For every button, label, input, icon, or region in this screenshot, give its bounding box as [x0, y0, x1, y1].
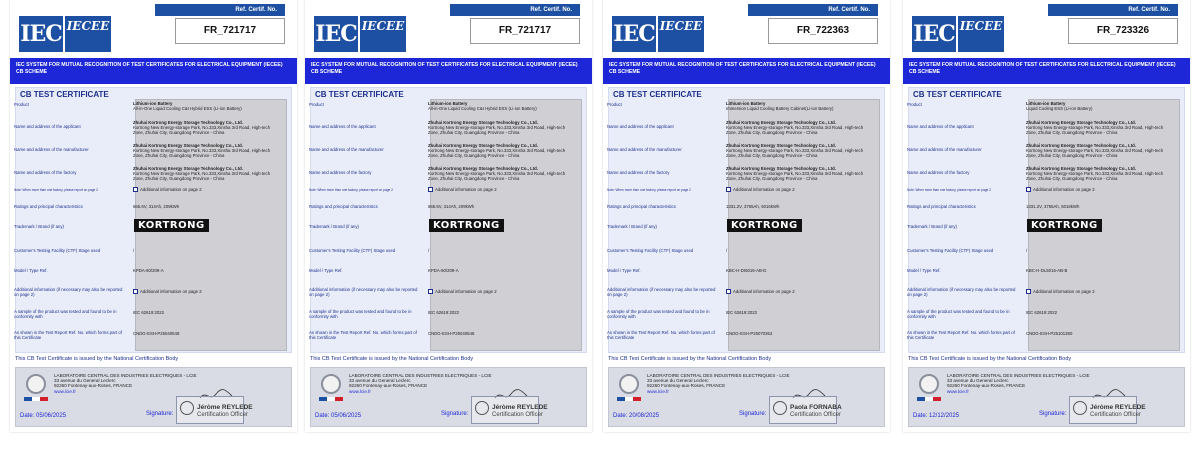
additional-info-checkbox[interactable] [133, 187, 138, 192]
lab-city: 92260 Fontenay-aux-Roses, FRANCE [947, 383, 1026, 389]
signature-label: Signature: [146, 411, 174, 417]
additional-info-checkbox-row [1026, 187, 1174, 192]
manufacturer-label: Name and address of the manufacturer [14, 147, 89, 152]
factory-value [726, 166, 874, 182]
manufacturer-label: Name and address of the manufacturer [607, 147, 682, 152]
factory-label: Name and address of the factory [907, 170, 970, 175]
signature-label: Signature: [441, 411, 469, 417]
lab-name: LABORATOIRE CENTRAL DES INDUSTRIES ELECTRIQUES - LCIE [54, 373, 197, 378]
manufacturer-value [428, 143, 576, 159]
factory-address: Kortrong New Energy-storage Park, No.333,Xinsha 3rd Road, High-tech Zone, Zhuhai City, Guangdong Province - China [428, 171, 566, 182]
stamp-seal-icon [475, 401, 489, 415]
ctf-value: / [133, 248, 135, 253]
applicant-name: Zhuhai Kortrong Energy Storage Technology Co., Ltd. [1026, 120, 1136, 125]
certification-stamp [769, 396, 842, 424]
sample-label: A sample of the product was tested and found to be in conformity with [607, 309, 710, 320]
standard-value: IEC 62619:2022 [726, 310, 758, 315]
ctf-value: / [428, 248, 430, 253]
additional-checkbox-row [428, 289, 576, 294]
lab-street: 33 avenue du General Leclerc [947, 378, 1009, 384]
product-value [133, 101, 281, 111]
additional-info-checkbox[interactable] [428, 187, 433, 192]
french-flag-icon [24, 397, 48, 401]
manufacturer-value [1026, 143, 1174, 159]
iecee-logo-mark: IECEE [658, 16, 704, 52]
ratings-value: 665.6V, 314Ah, 209kWh [133, 204, 180, 209]
ctf-label: Customer's Testing Facility (CTF) Stage used [309, 248, 396, 253]
certification-stamp [471, 396, 548, 424]
factory-address: Kortrong New Energy-storage Park, No.333,Xinsha 3rd Road, High-tech Zone, Zhuhai City, Guangdong Province - China [133, 171, 271, 182]
cb-test-certificate-title: CB TEST CERTIFICATE [913, 90, 1002, 99]
iec-logo [612, 16, 706, 52]
applicant-label: Name and address of the applicant [607, 124, 674, 129]
factory-name: Zhuhai Kortrong Energy Storage Technology Co., Ltd. [428, 166, 538, 171]
factory-note: Note: When more than one factory, please report on page 2 [907, 188, 991, 192]
additional-checkbox-row [726, 289, 874, 294]
issued-by-line: This CB Test Certificate is issued by the National Certification Body [608, 356, 772, 362]
product-label: Product [607, 102, 622, 107]
signature-label: Signature: [739, 411, 767, 417]
additional-label: Additional information (if necessary may also be reported on page 2) [607, 287, 716, 298]
lab-website-link[interactable]: www.lcie.fr [647, 388, 669, 394]
lcie-seal-icon [26, 374, 46, 394]
standard-value: IEC 62619:2022 [133, 310, 165, 315]
stamp-seal-icon [773, 401, 787, 415]
lab-block [608, 367, 885, 427]
manufacturer-address: Kortrong New Energy-storage Park, No.333,Xinsha 3rd Road, High-tech Zone, Zhuhai City, Guangdong Province - China [428, 148, 566, 159]
factory-note: Note: When more than one factory, please report on page 2 [14, 188, 98, 192]
manufacturer-address: Kortrong New Energy-storage Park, No.333,Xinsha 3rd Road, High-tech Zone, Zhuhai City, Guangdong Province - China [133, 148, 271, 159]
stamp-officer-role: Certification Officer [1090, 412, 1141, 418]
product-label: Product [309, 102, 324, 107]
factory-label: Name and address of the factory [607, 170, 670, 175]
ref-certif-number: FR_722363 [768, 18, 878, 44]
certificate-header [10, 0, 297, 54]
lab-block [908, 367, 1185, 427]
factory-address: Kortrong New Energy-storage Park, No.333,Xinsha 3rd Road, High-tech Zone, Zhuhai City, Guangdong Province - China [726, 171, 864, 182]
issue-date: Date: 05/06/2025 [315, 413, 362, 419]
product-name: Lithium-ion Battery [133, 101, 173, 106]
model-value: KBC-H-DL5016-AB-B [1026, 268, 1068, 273]
iecee-scheme-banner: IEC SYSTEM FOR MUTUAL RECOGNITION OF TEST CERTIFICATES FOR ELECTRICAL EQUIPMENT (IECEE) CB SCHEME [603, 58, 890, 84]
standard-value: IEC 62619:2022 [1026, 310, 1058, 315]
report-value: CNDG-ESH-P25070362 [726, 331, 773, 336]
additional-checkbox-text: Additional information on page 2 [733, 289, 795, 294]
additional-label: Additional information (if necessary may also be reported on page 2) [309, 287, 418, 298]
applicant-address: Kortrong New Energy-storage Park, No.333,Xinsha 3rd Road, High-tech Zone, Zhuhai City, Guangdong Province - China [726, 125, 864, 136]
cb-test-certificate-2 [305, 0, 592, 432]
additional-info-checkbox[interactable] [726, 187, 731, 192]
additional-checkbox-row [133, 289, 281, 294]
applicant-name: Zhuhai Kortrong Energy Storage Technology Co., Ltd. [726, 120, 836, 125]
signature-label: Signature: [1039, 411, 1067, 417]
manufacturer-address: Kortrong New Energy-storage Park, No.333,Xinsha 3rd Road, High-tech Zone, Zhuhai City, Guangdong Province - China [1026, 148, 1164, 159]
stamp-seal-icon [180, 401, 194, 415]
ratings-label: Ratings and principal characteristics [607, 204, 676, 209]
applicant-address: Kortrong New Energy-storage Park, No.333,Xinsha 3rd Road, High-tech Zone, Zhuhai City, Guangdong Province - China [428, 125, 566, 136]
model-label: Model / Type Ref. [907, 268, 941, 273]
trademark-label: Trademark / Brand (if any) [309, 224, 359, 229]
standard-value: IEC 62619:2022 [428, 310, 460, 315]
product-name: Lithium-ion Battery [428, 101, 468, 106]
manufacturer-name: Zhuhai Kortrong Energy Storage Technology Co., Ltd. [1026, 143, 1136, 148]
manufacturer-name: Zhuhai Kortrong Energy Storage Technology Co., Ltd. [726, 143, 836, 148]
lab-website-link[interactable]: www.lcie.fr [54, 388, 76, 394]
iec-logo [912, 16, 1006, 52]
ctf-label: Customer's Testing Facility (CTF) Stage used [907, 248, 994, 253]
additional-info-text: Additional information on page 2 [1033, 187, 1095, 192]
lab-block [310, 367, 587, 427]
lab-name: LABORATOIRE CENTRAL DES INDUSTRIES ELECTRIQUES - LCIE [349, 373, 492, 378]
model-label: Model / Type Ref. [14, 268, 48, 273]
model-value: KBC-H-DI5016-AB-D [726, 268, 767, 273]
model-label: Model / Type Ref. [607, 268, 641, 273]
report-label: As shown in the Test Report Ref. No. which forms part of this Certificate [907, 330, 1015, 341]
applicant-address: Kortrong New Energy-storage Park, No.333,Xinsha 3rd Road, High-tech Zone, Zhuhai City, Guangdong Province - China [1026, 125, 1164, 136]
kortrong-logo: KORTRONG [429, 219, 504, 232]
cb-test-certificate-4 [903, 0, 1190, 432]
applicant-value [726, 120, 874, 136]
stamp-officer-role: Certification Officer [790, 412, 841, 418]
lcie-seal-icon [619, 374, 639, 394]
issued-by-line: This CB Test Certificate is issued by the National Certification Body [310, 356, 474, 362]
model-value: KPDA-60/209-A [428, 268, 459, 273]
factory-name: Zhuhai Kortrong Energy Storage Technology Co., Ltd. [133, 166, 243, 171]
factory-label: Name and address of the factory [14, 170, 77, 175]
ref-certif-label: Ref. Certif. No. [748, 4, 878, 16]
factory-address: Kortrong New Energy-storage Park, No.333,Xinsha 3rd Road, High-tech Zone, Zhuhai City, Guangdong Province - China [1026, 171, 1164, 182]
issue-date: Date: 05/06/2025 [20, 413, 67, 419]
stamp-officer-name: Jéròme REYLEDE [492, 404, 548, 411]
report-label: As shown in the Test Report Ref. No. which forms part of this Certificate [309, 330, 417, 341]
lab-city: 92260 Fontenay-aux-Roses, FRANCE [54, 383, 133, 389]
stamp-officer-role: Certification Officer [197, 412, 248, 418]
product-value [726, 101, 874, 111]
manufacturer-name: Zhuhai Kortrong Energy Storage Technology Co., Ltd. [428, 143, 538, 148]
report-label: As shown in the Test Report Ref. No. which forms part of this Certificate [14, 330, 122, 341]
ref-certif-label: Ref. Certif. No. [1048, 4, 1178, 16]
factory-note: Note: When more than one factory, please report on page 2 [309, 188, 393, 192]
kortrong-logo: KORTRONG [727, 219, 802, 232]
trademark-label: Trademark / Brand (if any) [607, 224, 657, 229]
kortrong-logo: KORTRONG [1027, 219, 1102, 232]
model-value: KPDA-60/209-A [133, 268, 164, 273]
certificate-header [903, 0, 1190, 54]
ratings-label: Ratings and principal characteristics [907, 204, 976, 209]
product-description: All-in-One Liquid Cooling C&I Hybrid ESS (Li-ion Battery) [428, 106, 537, 112]
additional-checkbox-text: Additional information on page 2 [140, 289, 202, 294]
issue-date: Date: 20/08/2025 [613, 413, 660, 419]
additional-info-text: Additional information on page 2 [435, 187, 497, 192]
ctf-label: Customer's Testing Facility (CTF) Stage used [607, 248, 694, 253]
lab-city: 92260 Fontenay-aux-Roses, FRANCE [647, 383, 726, 389]
certificate-header [603, 0, 890, 54]
issued-by-line: This CB Test Certificate is issued by the National Certification Body [15, 356, 179, 362]
cb-test-certificate-3 [603, 0, 890, 432]
ctf-value: / [1026, 248, 1028, 253]
report-value: CNDG-ESH-P25040548 [133, 331, 180, 336]
manufacturer-value [133, 143, 281, 159]
lab-name: LABORATOIRE CENTRAL DES INDUSTRIES ELECTRIQUES - LCIE [947, 373, 1090, 378]
applicant-name: Zhuhai Kortrong Energy Storage Technology Co., Ltd. [133, 120, 243, 125]
ref-certif-number: FR_723326 [1068, 18, 1178, 44]
iecee-scheme-banner: IEC SYSTEM FOR MUTUAL RECOGNITION OF TEST CERTIFICATES FOR ELECTRICAL EQUIPMENT (IECEE) CB SCHEME [305, 58, 592, 84]
lab-street: 33 avenue du General Leclerc [54, 378, 116, 384]
sample-label: A sample of the product was tested and found to be in conformity with [14, 309, 117, 320]
issued-by-line: This CB Test Certificate is issued by the National Certification Body [908, 356, 1072, 362]
ref-certif-label: Ref. Certif. No. [450, 4, 580, 16]
product-label: Product [907, 102, 922, 107]
issue-date: Date: 12/12/2025 [913, 413, 960, 419]
additional-checkbox[interactable] [428, 289, 433, 294]
certification-stamp [176, 396, 253, 424]
lab-website-link[interactable]: www.lcie.fr [947, 388, 969, 394]
lab-website-link[interactable]: www.lcie.fr [349, 388, 371, 394]
stamp-officer-name: Paola FORNABA [790, 404, 842, 411]
french-flag-icon [617, 397, 641, 401]
lcie-seal-icon [919, 374, 939, 394]
product-value [428, 101, 576, 111]
applicant-value [428, 120, 576, 136]
applicant-label: Name and address of the applicant [309, 124, 376, 129]
report-value: CNDG-ESH-P25040548 [428, 331, 475, 336]
stamp-officer-name: Jéròme REYLEDE [1090, 404, 1146, 411]
iec-logo-mark: IEC [612, 16, 656, 52]
ratings-label: Ratings and principal characteristics [14, 204, 83, 209]
additional-info-checkbox[interactable] [1026, 187, 1031, 192]
additional-info-checkbox-row [133, 187, 281, 192]
stamp-officer-name: Jéròme REYLEDE [197, 404, 253, 411]
ratings-value: 1331.2V, 3765Ah, 5016kWh [726, 204, 780, 209]
factory-value [133, 166, 281, 182]
lab-city: 92260 Fontenay-aux-Roses, FRANCE [349, 383, 428, 389]
stamp-officer-role: Certification Officer [492, 412, 543, 418]
ratings-label: Ratings and principal characteristics [309, 204, 378, 209]
model-label: Model / Type Ref. [309, 268, 343, 273]
additional-checkbox-text: Additional information on page 2 [1033, 289, 1095, 294]
lab-block [15, 367, 292, 427]
certificate-header [305, 0, 592, 54]
iecee-logo-mark: IECEE [958, 16, 1004, 52]
manufacturer-name: Zhuhai Kortrong Energy Storage Technology Co., Ltd. [133, 143, 243, 148]
factory-value [1026, 166, 1174, 182]
ctf-label: Customer's Testing Facility (CTF) Stage used [14, 248, 101, 253]
applicant-address: Kortrong New Energy-storage Park, No.333,Xinsha 3rd Road, High-tech Zone, Zhuhai City, Guangdong Province - China [133, 125, 271, 136]
manufacturer-label: Name and address of the manufacturer [907, 147, 982, 152]
report-label: As shown in the Test Report Ref. No. which forms part of this Certificate [607, 330, 715, 341]
lcie-seal-icon [321, 374, 341, 394]
trademark-label: Trademark / Brand (if any) [907, 224, 957, 229]
additional-info-text: Additional information on page 2 [140, 187, 202, 192]
iecee-logo-mark: IECEE [65, 16, 111, 52]
lab-name: LABORATOIRE CENTRAL DES INDUSTRIES ELECTRIQUES - LCIE [647, 373, 790, 378]
manufacturer-address: Kortrong New Energy-storage Park, No.333,Xinsha 3rd Road, High-tech Zone, Zhuhai City, Guangdong Province - China [726, 148, 864, 159]
factory-label: Name and address of the factory [309, 170, 372, 175]
factory-value [428, 166, 576, 182]
cb-test-certificate-title: CB TEST CERTIFICATE [20, 90, 109, 99]
additional-checkbox-text: Additional information on page 2 [435, 289, 497, 294]
sample-label: A sample of the product was tested and found to be in conformity with [309, 309, 412, 320]
additional-checkbox-row [1026, 289, 1174, 294]
cb-test-certificate-title: CB TEST CERTIFICATE [315, 90, 404, 99]
french-flag-icon [917, 397, 941, 401]
product-value [1026, 101, 1174, 111]
iecee-logo-mark: IECEE [360, 16, 406, 52]
ref-certif-number: FR_721717 [175, 18, 285, 44]
applicant-value [133, 120, 281, 136]
additional-label: Additional information (if necessary may also be reported on page 2) [907, 287, 1016, 298]
applicant-label: Name and address of the applicant [14, 124, 81, 129]
iec-logo-mark: IEC [314, 16, 358, 52]
ratings-value: 1331.2V, 3765Ah, 5016kWh [1026, 204, 1080, 209]
product-description: Liquid Cooling ESS (Li-ion Battery) [1026, 106, 1093, 112]
factory-name: Zhuhai Kortrong Energy Storage Technology Co., Ltd. [1026, 166, 1136, 171]
factory-note: Note: When more than one factory, please report on page 2 [607, 188, 691, 192]
additional-info-checkbox-row [428, 187, 576, 192]
additional-checkbox[interactable] [133, 289, 138, 294]
trademark-label: Trademark / Brand (if any) [14, 224, 64, 229]
product-name: Lithium-ion Battery [726, 101, 766, 106]
applicant-value [1026, 120, 1174, 136]
additional-checkbox[interactable] [1026, 289, 1031, 294]
certification-stamp [1069, 396, 1146, 424]
product-name: Lithium-ion Battery [1026, 101, 1066, 106]
ref-certif-number: FR_721717 [470, 18, 580, 44]
report-value: CNDG-ESH-P25101380 [1026, 331, 1073, 336]
stamp-seal-icon [1073, 401, 1087, 415]
iec-logo [19, 16, 113, 52]
additional-label: Additional information (if necessary may also be reported on page 2) [14, 287, 123, 298]
iecee-scheme-banner: IEC SYSTEM FOR MUTUAL RECOGNITION OF TEST CERTIFICATES FOR ELECTRICAL EQUIPMENT (IECEE) CB SCHEME [10, 58, 297, 84]
iec-logo-mark: IEC [19, 16, 63, 52]
sample-label: A sample of the product was tested and found to be in conformity with [907, 309, 1010, 320]
manufacturer-value [726, 143, 874, 159]
product-description: All-in-One Liquid Cooling C&I Hybrid ESS (Li-ion Battery) [133, 106, 242, 112]
kortrong-logo: KORTRONG [134, 219, 209, 232]
product-label: Product [14, 102, 29, 107]
lab-street: 33 avenue du General Leclerc [349, 378, 411, 384]
additional-checkbox[interactable] [726, 289, 731, 294]
manufacturer-label: Name and address of the manufacturer [309, 147, 384, 152]
lab-street: 33 avenue du General Leclerc [647, 378, 709, 384]
cb-test-certificate-title: CB TEST CERTIFICATE [613, 90, 702, 99]
ctf-value: / [726, 248, 728, 253]
iec-logo-mark: IEC [912, 16, 956, 52]
iec-logo [314, 16, 408, 52]
applicant-name: Zhuhai Kortrong Energy Storage Technology Co., Ltd. [428, 120, 538, 125]
ratings-value: 665.6V, 314Ah, 209kWh [428, 204, 475, 209]
additional-info-checkbox-row [726, 187, 874, 192]
iecee-scheme-banner: IEC SYSTEM FOR MUTUAL RECOGNITION OF TEST CERTIFICATES FOR ELECTRICAL EQUIPMENT (IECEE) CB SCHEME [903, 58, 1190, 84]
french-flag-icon [319, 397, 343, 401]
product-description: Immersion Liquid Cooling Battery Cabinet(Li-ion Battery) [726, 106, 834, 112]
applicant-label: Name and address of the applicant [907, 124, 974, 129]
additional-info-text: Additional information on page 2 [733, 187, 795, 192]
factory-name: Zhuhai Kortrong Energy Storage Technology Co., Ltd. [726, 166, 836, 171]
cb-test-certificate-1 [10, 0, 297, 432]
ref-certif-label: Ref. Certif. No. [155, 4, 285, 16]
